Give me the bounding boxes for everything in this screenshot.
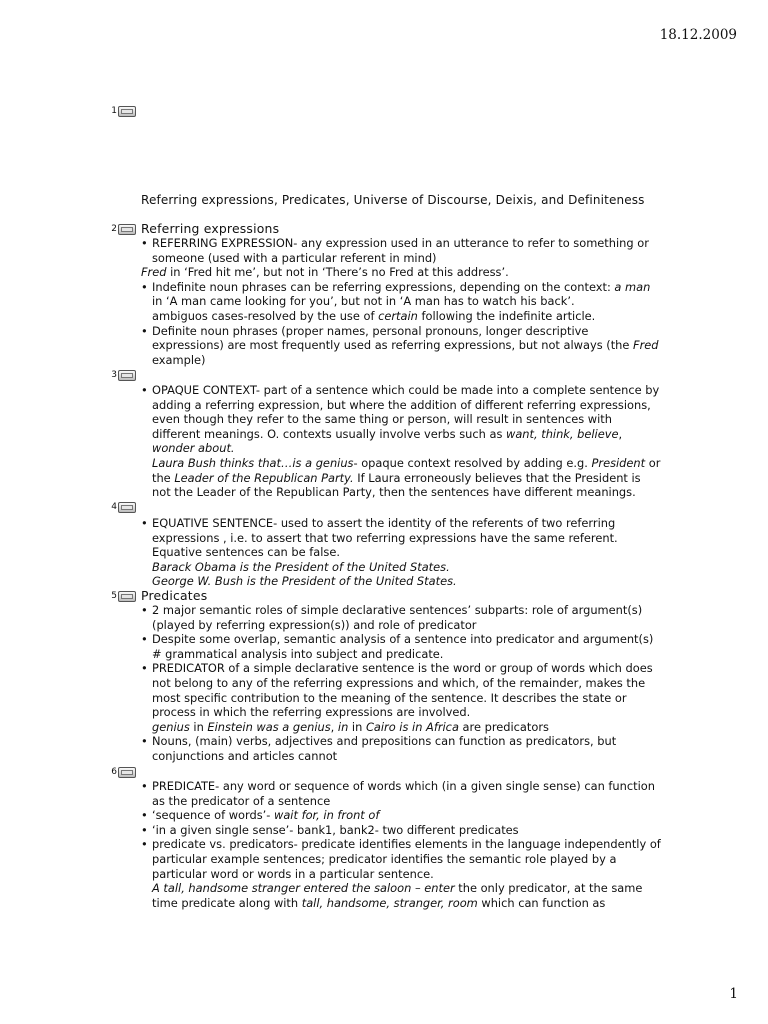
bullet-semantic-analysis: • Despite some overlap, semantic analysis of a sentence into predicator and argument(s) # grammatical analysis into subject and predicate. (141, 632, 661, 661)
slide-5-notes (141, 588, 661, 764)
slide-2-notes (141, 221, 661, 367)
document-title: Referring expressions, Predicates, Universe of Discourse, Deixis, and Definiteness (141, 193, 645, 207)
slide-thumbnail-icon (118, 502, 136, 513)
slide-thumbnail-icon (118, 767, 136, 778)
section-heading-predicates: Predicates (141, 588, 208, 603)
bullet-sequence-of-words: • ‘sequence of words’- wait for, in front of (141, 808, 661, 823)
equative-note: Equative sentences can be false. (152, 545, 340, 560)
example-fred: Fred in ‘Fred hit me’, but not in ‘There’s no Fred at this address’. (141, 265, 509, 280)
slide-marker-5[interactable] (108, 589, 136, 604)
slide-marker-4[interactable] (108, 500, 136, 515)
example-bush: George W. Bush is the President of the United States. (152, 574, 457, 589)
slide-number: 5 (111, 591, 117, 601)
slide-thumbnail-icon (118, 106, 136, 117)
bullet-single-sense: • ‘in a given single sense’- bank1, bank2- two different predicates (141, 823, 661, 838)
slide-number: 4 (111, 502, 117, 512)
slide-thumbnail-icon (118, 370, 136, 381)
bullet-predicate: • PREDICATE- any word or sequence of words which (in a given single sense) can function as the predicator of a sentence (141, 779, 661, 808)
slide-marker-1[interactable] (108, 104, 136, 119)
slide-3-notes (141, 383, 661, 500)
slide-number: 3 (111, 370, 117, 380)
slide-4-notes (141, 516, 661, 589)
slide-marker-6[interactable] (108, 765, 136, 780)
example-stranger-saloon: A tall, handsome stranger entered the saloon – enter the only predicator, at the same time predicate along with tall, handsome, stranger, room which can function as (152, 881, 643, 910)
bullet-word-classes: • Nouns, (main) verbs, adjectives and prepositions can function as predicators, but conjunctions and articles cannot (141, 734, 661, 763)
example-laura-bush: Laura Bush thinks that…is a genius- opaque context resolved by adding e.g. President or the Leader of the Republican Party. If Laura erroneously believes that the President is not the Leader of the Republican Party, then the sentences have different meanings. (152, 455, 661, 500)
slide-thumbnail-icon (118, 591, 136, 602)
bullet-equative-sentence: • EQUATIVE SENTENCE- used to assert the identity of the referents of two referring expressions , i.e. to assert that two referring expressions have the same referent. (141, 516, 661, 545)
slide-marker-2[interactable] (108, 222, 136, 237)
slide-number: 1 (111, 106, 117, 116)
slide-number: 6 (111, 767, 117, 777)
slide-marker-3[interactable] (108, 368, 136, 383)
header-date: 18.12.2009 (659, 27, 737, 43)
bullet-semantic-roles: • 2 major semantic roles of simple declarative sentences’ subparts: role of argument(s) (played by referring expression(s)) and role of predicator (141, 603, 661, 632)
bullet-opaque-context: • OPAQUE CONTEXT- part of a sentence which could be made into a complete sentence by adding a referring expression, but where the addition of different referring expressions, even though they refer to the same thing or person, will result in sentences with different meanings. O. contexts usually involve verbs such as want, think, believe, wonder about. (141, 383, 661, 456)
page-number: 1 (729, 986, 738, 1003)
bullet-predicator: • PREDICATOR of a simple declarative sentence is the word or group of words which does not belong to any of the referring expressions and which, of the remainder, makes the most specific contribution to the meaning of the sentence. It describes the state or process in which the referring expressions are involved. (141, 661, 661, 719)
slide-thumbnail-icon (118, 224, 136, 235)
bullet-predicate-vs-predicators: • predicate vs. predicators- predicate identifies elements in the language independently of particular example sentences; predicator identifies the semantic role played by a particular word or words in a particular sentence. (141, 837, 661, 881)
section-heading-referring-expressions: Referring expressions (141, 221, 280, 236)
example-genius-cairo: genius in Einstein was a genius, in in Cairo is in Africa are predicators (152, 719, 549, 734)
slide-number: 2 (111, 224, 117, 234)
example-obama: Barack Obama is the President of the United States. (152, 559, 450, 574)
bullet-indefinite-np: • Indefinite noun phrases can be referring expressions, depending on the context: a man in ‘A man came looking for you’, but not in ‘A man has to watch his back’. (141, 280, 661, 309)
slide-6-notes (141, 779, 661, 910)
indefinite-np-note: ambiguos cases-resolved by the use of certain following the indefinite article. (152, 308, 596, 323)
bullet-referring-expression: • REFERRING EXPRESSION- any expression used in an utterance to refer to something or someone (used with a particular referent in mind) (141, 236, 661, 265)
bullet-definite-np: • Definite noun phrases (proper names, personal pronouns, longer descriptive expressions) are most frequently used as referring expressions, but not always (the Fred example) (141, 324, 661, 368)
